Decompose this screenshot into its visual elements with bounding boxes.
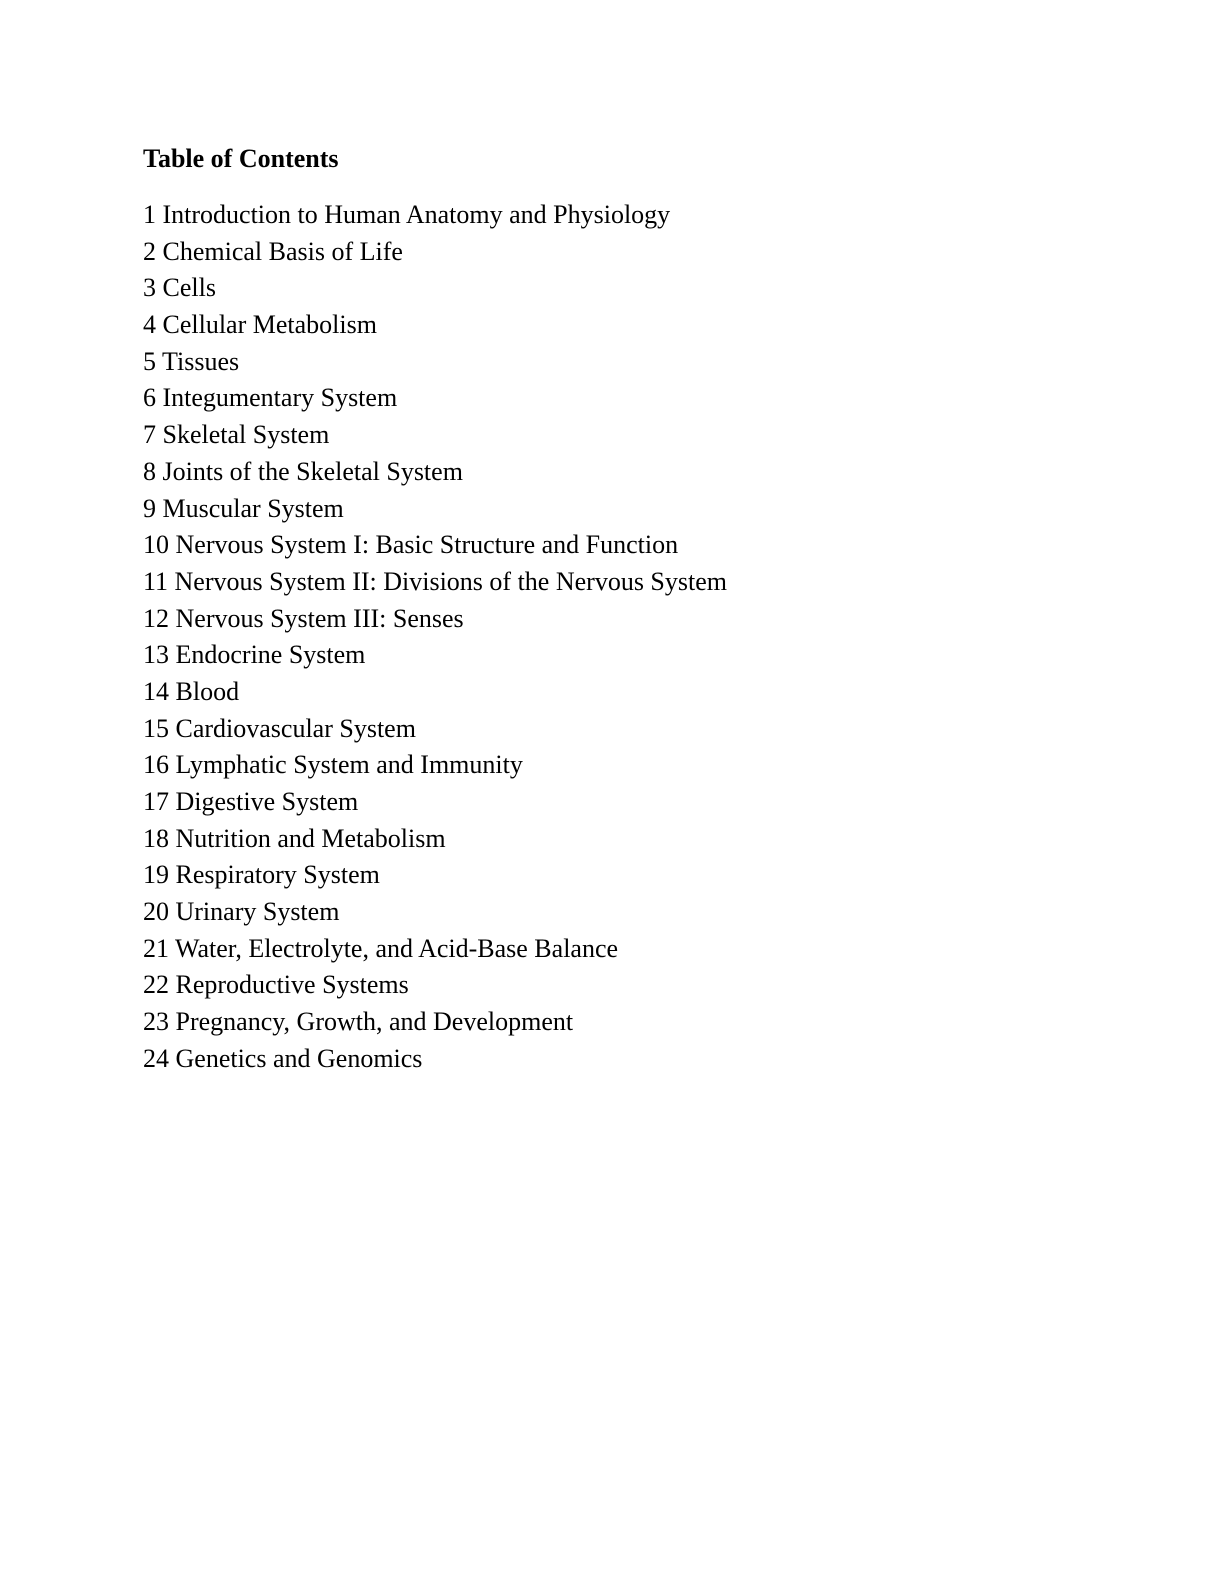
toc-entry: 10 Nervous System I: Basic Structure and Function — [143, 530, 679, 560]
toc-entry: 2 Chemical Basis of Life — [143, 236, 403, 266]
toc-entry: 3 Cells — [143, 273, 216, 303]
toc-entry: 14 Blood — [143, 676, 240, 706]
toc-entry: 24 Genetics and Genomics — [143, 1043, 423, 1073]
toc-entry: 13 Endocrine System — [143, 640, 366, 670]
toc-entry: 18 Nutrition and Metabolism — [143, 823, 446, 853]
toc-entry: 20 Urinary System — [143, 897, 340, 927]
toc-entry: 11 Nervous System II: Divisions of the Nervous System — [143, 566, 727, 596]
toc-entry: 7 Skeletal System — [143, 420, 330, 450]
toc-entry: 6 Integumentary System — [143, 383, 398, 413]
toc-entry: 19 Respiratory System — [143, 860, 380, 890]
toc-entry: 4 Cellular Metabolism — [143, 310, 377, 340]
toc-entry: 1 Introduction to Human Anatomy and Physiology — [143, 200, 671, 229]
toc-entry: 8 Joints of the Skeletal System — [143, 456, 463, 486]
toc-entry: 17 Digestive System — [143, 787, 359, 816]
toc-entry: 9 Muscular System — [143, 493, 344, 523]
toc-entry: 15 Cardiovascular System — [143, 713, 416, 743]
toc-entry: 5 Tissues — [143, 346, 240, 376]
toc-entry: 21 Water, Electrolyte, and Acid-Base Balance — [143, 933, 619, 963]
toc-list — [143, 197, 727, 1078]
toc-entry: 12 Nervous System III: Senses — [143, 603, 464, 633]
page-title: Table of Contents — [143, 144, 339, 173]
toc-entry: 23 Pregnancy, Growth, and Development — [143, 1007, 574, 1037]
toc-entry: 16 Lymphatic System and Immunity — [143, 750, 523, 780]
toc-entry: 22 Reproductive Systems — [143, 970, 409, 1000]
